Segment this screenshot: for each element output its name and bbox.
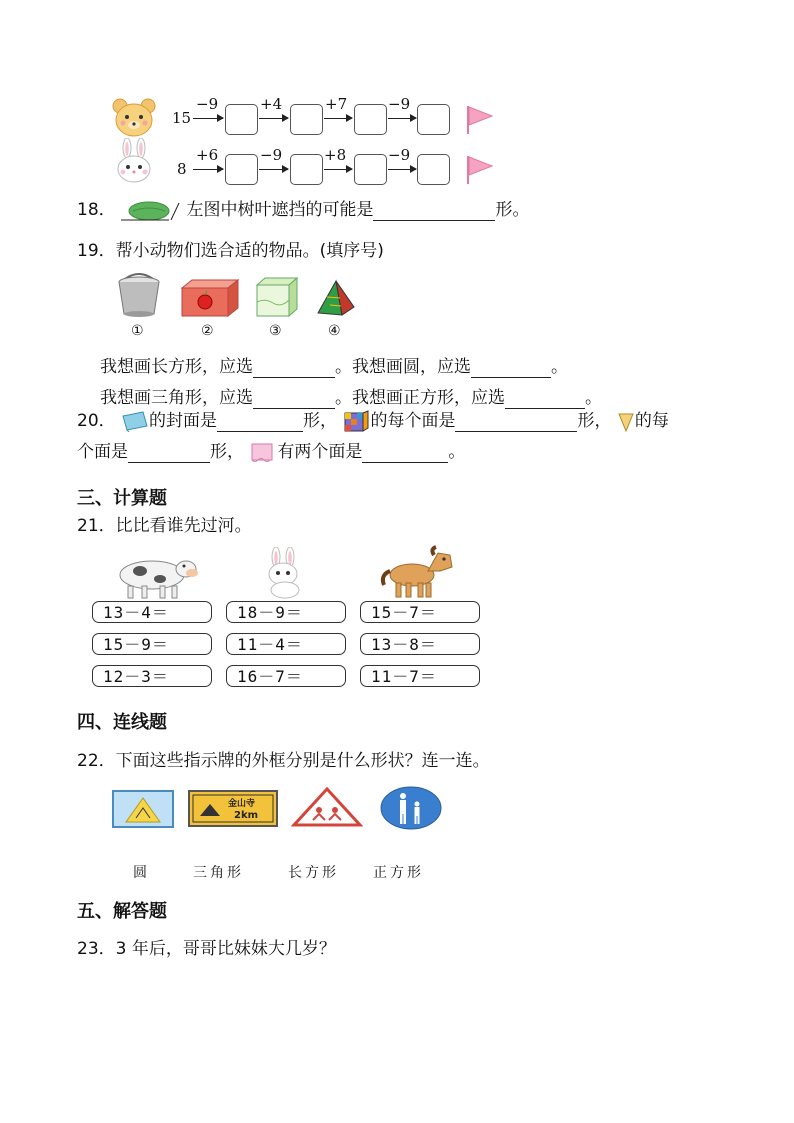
arrow-icon [193,118,223,119]
flag-icon [465,154,495,186]
chain-start-2: 8 [177,160,187,178]
shape-label-circle[interactable]: 圆 [133,865,150,881]
horse-icon [378,545,460,599]
answer-blank[interactable] [373,202,495,221]
chain-answer-box[interactable] [354,154,387,185]
question-20-line-1: 20． 的封面是 形， 的每个面是 形， 的每 [77,411,669,431]
book-icon [121,410,149,432]
triangle-sign-icon[interactable] [291,786,363,828]
arrow-icon [388,118,416,119]
chain-answer-box[interactable] [417,154,450,185]
arrow-icon [259,169,288,170]
answer-blank[interactable] [253,390,335,409]
arrow-icon [259,118,288,119]
rabbit-icon [258,547,312,599]
chain-start-1: 15 [172,109,192,127]
square-sign-icon[interactable] [112,790,174,828]
chain-op: −9 [260,146,283,164]
arrow-icon [324,118,352,119]
chain-op: +8 [324,146,347,164]
calc-item[interactable]: 11－4＝ [226,633,346,655]
calc-item[interactable]: 11－7＝ [360,665,480,687]
answer-blank[interactable] [362,444,448,463]
chain-answer-box[interactable] [417,104,450,135]
rabbit-icon [113,138,155,184]
chain-op: +6 [196,146,219,164]
calc-item[interactable]: 12－3＝ [92,665,212,687]
answer-blank[interactable] [217,413,303,432]
chain-answer-box[interactable] [290,104,323,135]
question-20-line-2: 个面是 形， 有两个面是 。 [77,442,466,462]
question-number: 20． [77,411,116,431]
calc-item[interactable]: 16－7＝ [226,665,346,687]
chain-op: −9 [388,146,411,164]
answer-blank[interactable] [253,359,335,378]
question-number: 19． [77,241,116,261]
answer-blank[interactable] [455,413,577,432]
shape-label-triangle[interactable]: 三角形 [193,865,244,881]
circle-sign-icon[interactable] [379,786,443,830]
calc-item[interactable]: 18－9＝ [226,601,346,623]
bucket-icon [113,272,165,318]
question-23 [77,938,336,960]
question-number: 18． [77,200,116,220]
question-18: 18． 左图中树叶遮挡的可能是 形。 [77,200,530,220]
question-text: 3 年后，哥哥比妹妹大几岁？ [115,939,336,959]
pyramid-small-icon [617,410,635,432]
box-icon [180,278,240,318]
chain-answer-box[interactable] [225,104,258,135]
shape-label-rectangle[interactable]: 长方形 [288,865,339,881]
question-text: 帮小动物们选合适的物品。(填序号) [115,241,384,261]
answer-blank[interactable] [505,390,585,409]
cow-icon [112,553,200,599]
question-22 [77,750,490,772]
cylinder-icon [249,441,277,463]
option-label: ④ [328,323,341,339]
rubik-cube-icon [342,410,370,432]
calc-item[interactable]: 15－9＝ [92,633,212,655]
section-title: 五、解答题 [77,901,167,922]
q19-line-2: 我想画三角形，应选 。我想画正方形，应选 。 [100,388,602,408]
sign-text: 2km [234,810,259,821]
pyramid-icon [316,279,356,317]
chain-op: −9 [388,95,411,113]
question-number: 21． [77,516,116,536]
question-text: 下面这些指示牌的外框分别是什么形状？连一连。 [115,751,490,771]
chain-op: −9 [196,95,219,113]
question-text: 比比看谁先过河。 [115,516,252,536]
section-title: 四、连线题 [77,712,167,733]
q19-line-1: 我想画长方形，应选 。我想画圆，应选 。 [100,357,568,377]
leaf-covered-shape-icon [121,199,181,221]
rectangle-sign[interactable] [188,790,278,827]
arrow-icon [324,169,352,170]
flag-icon [465,104,495,136]
option-label: ① [131,323,144,339]
calc-item[interactable]: 15－7＝ [360,601,480,623]
calc-item[interactable]: 13－8＝ [360,633,480,655]
question-number: 22． [77,751,116,771]
bear-icon [112,98,156,138]
chain-answer-box[interactable] [354,104,387,135]
arrow-icon [388,169,416,170]
chain-answer-box[interactable] [290,154,323,185]
answer-blank[interactable] [128,444,210,463]
question-text: 左图中树叶遮挡的可能是 [186,200,374,220]
cube-icon [255,276,299,318]
question-19 [77,240,384,262]
option-label: ② [201,323,214,339]
chain-op: +7 [325,95,348,113]
chain-op: +4 [260,95,283,113]
chain-answer-box[interactable] [225,154,258,185]
sign-text: 金山寺 [228,799,256,809]
answer-blank[interactable] [471,359,551,378]
shape-label-square[interactable]: 正方形 [373,865,424,881]
question-21 [77,515,252,537]
calc-item[interactable]: 13－4＝ [92,601,212,623]
question-number: 23． [77,939,116,959]
section-title: 三、计算题 [77,488,167,509]
arrow-icon [193,169,223,170]
option-label: ③ [269,323,282,339]
